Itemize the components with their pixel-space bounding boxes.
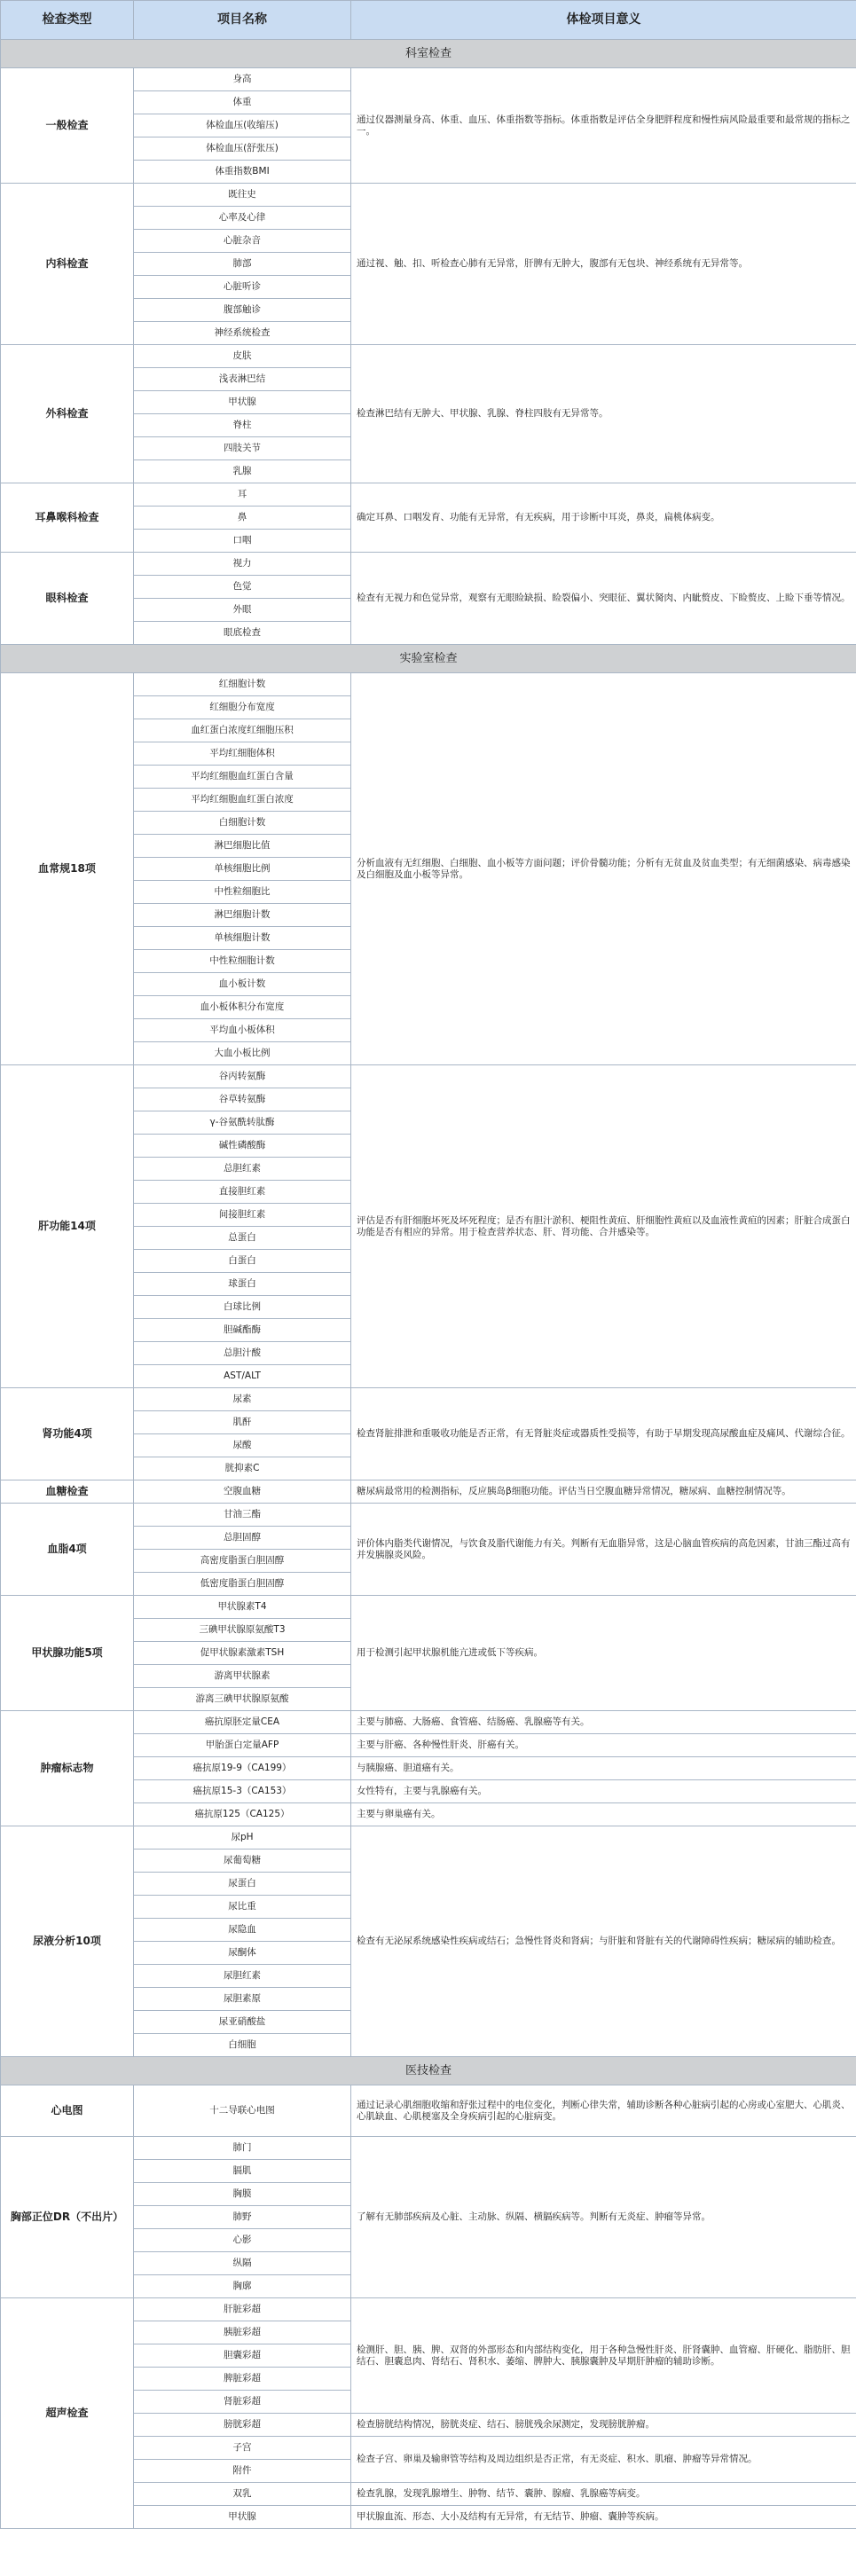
exam-significance: 通过记录心肌细胞收缩和舒张过程中的电位变化，判断心律失常，辅助诊断各种心脏病引起的心房或心室肥大、心肌炎、心肌缺血、心肌梗塞及全身疾病引起的心脏病变。 [351,2085,856,2137]
exam-significance: 检查乳腺，发现乳腺增生、肿物、结节、囊肿、腺瘤、乳腺癌等病变。 [351,2483,856,2506]
exam-item: 四肢关节 [134,437,351,460]
exam-item: 肝脏彩超 [134,2298,351,2321]
exam-item: 白蛋白 [134,1250,351,1273]
table-row [1,2085,856,2137]
exam-item: 胸廓 [134,2275,351,2298]
exam-significance: 分析血液有无红细胞、白细胞、血小板等方面问题；评价骨髓功能；分析有无贫血及贫血类型；有无细菌感染、病毒感染及白细胞及血小板等异常。 [351,673,856,1065]
exam-significance: 评价体内脂类代谢情况，与饮食及脂代谢能力有关。判断有无血脂异常，这是心脑血管疾病的高危因素，甘油三酯过高有并发胰腺炎风险。 [351,1504,856,1596]
exam-category: 胸部正位DR（不出片） [1,2137,134,2298]
table-row [1,1480,856,1504]
table-row [1,2298,856,2321]
exam-category: 血常规18项 [1,673,134,1065]
exam-item: 平均血小板体积 [134,1019,351,1042]
exam-item: 腹部触诊 [134,299,351,322]
exam-item: 尿隐血 [134,1919,351,1942]
table-header-row [1,1,856,40]
header-significance: 体检项目意义 [351,1,856,40]
table-row [1,2137,856,2160]
exam-item: 游离甲状腺素 [134,1665,351,1688]
exam-significance: 甲状腺血流、形态、大小及结构有无异常，有无结节、肿瘤、囊肿等疾病。 [351,2506,856,2529]
exam-item: 脾脏彩超 [134,2368,351,2391]
table-body [1,40,856,2529]
section-title: 科室检查 [1,40,856,68]
exam-item: 肺门 [134,2137,351,2160]
exam-category: 内科检查 [1,184,134,345]
section-title: 医技检查 [1,2057,856,2085]
exam-item: 肌酐 [134,1411,351,1434]
exam-item: 胰脏彩超 [134,2321,351,2344]
exam-item: 甲状腺 [134,2506,351,2529]
exam-significance: 通过仪器测量身高、体重、血压、体重指数等指标。体重指数是评估全身肥胖程度和慢性病风险最重要和最常规的指标之一。 [351,68,856,184]
exam-category: 心电图 [1,2085,134,2137]
table-row [1,673,856,696]
exam-item: 十二导联心电图 [134,2085,351,2137]
exam-item: 外眼 [134,599,351,622]
exam-significance: 评估是否有肝细胞坏死及坏死程度；是否有胆汁淤积、梗阻性黄疸、肝细胞性黄疸以及血液性黄疸的因素；肝脏合成蛋白功能是否有相应的异常。用于检查营养状态、肝、肾功能、合并感染等。 [351,1065,856,1388]
exam-significance: 确定耳鼻、口咽发育、功能有无异常，有无疾病，用于诊断中耳炎，鼻炎，扁桃体病变。 [351,483,856,553]
exam-item: 中性粒细胞计数 [134,950,351,973]
table-row [1,1388,856,1411]
exam-significance: 女性特有，主要与乳腺癌有关。 [351,1780,856,1803]
exam-item: 神经系统检查 [134,322,351,345]
exam-item: 空腹血糖 [134,1480,351,1504]
exam-item: 甲状腺 [134,391,351,414]
exam-item: 肺野 [134,2206,351,2229]
exam-significance: 通过视、触、扣、听检查心肺有无异常，肝脾有无肿大，腹部有无包块、神经系统有无异常等。 [351,184,856,345]
exam-category: 一般检查 [1,68,134,184]
exam-item: 胸膜 [134,2183,351,2206]
exam-item: 淋巴细胞比值 [134,835,351,858]
table-row [1,483,856,507]
exam-significance: 了解有无肺部疾病及心脏、主动脉、纵隔、横膈疾病等。判断有无炎症、肿瘤等异常。 [351,2137,856,2298]
header-item-name: 项目名称 [134,1,351,40]
exam-item: 尿蛋白 [134,1873,351,1896]
exam-item: 双乳 [134,2483,351,2506]
table-row [1,68,856,91]
table-row [1,184,856,207]
exam-item: 总胆汁酸 [134,1342,351,1365]
exam-item: 血小板体积分布宽度 [134,996,351,1019]
exam-item: 癌抗原19-9（CA199） [134,1757,351,1780]
exam-significance: 检查有无泌尿系统感染性疾病或结石；急慢性肾炎和肾病；与肝脏和肾脏有关的代谢障碍性疾病；糖尿病的辅助检查。 [351,1826,856,2057]
exam-significance: 主要与卵巢癌有关。 [351,1803,856,1826]
exam-item: 尿比重 [134,1896,351,1919]
exam-significance: 检查淋巴结有无肿大、甲状腺、乳腺、脊柱四肢有无异常等。 [351,345,856,483]
exam-significance: 主要与肺癌、大肠癌、食管癌、结肠癌、乳腺癌等有关。 [351,1711,856,1734]
exam-item: 总蛋白 [134,1227,351,1250]
exam-item: 身高 [134,68,351,91]
exam-item: 胱抑素C [134,1457,351,1480]
exam-significance: 检查肾脏排泄和重吸收功能是否正常，有无肾脏炎症或器质性受损等，有助于早期发现高尿酸血症及痛风、代谢综合征。 [351,1388,856,1480]
exam-item: 尿胆红素 [134,1965,351,1988]
exam-item: 直接胆红素 [134,1181,351,1204]
table-row [1,553,856,576]
exam-item: 血小板计数 [134,973,351,996]
exam-item: 游离三碘甲状腺原氨酸 [134,1688,351,1711]
exam-item: 癌抗原15-3（CA153） [134,1780,351,1803]
exam-item: 白球比例 [134,1296,351,1319]
exam-item: 心脏听诊 [134,276,351,299]
exam-item: γ-谷氨酰转肽酶 [134,1111,351,1135]
exam-item: 单核细胞比例 [134,858,351,881]
exam-category: 耳鼻喉科检查 [1,483,134,553]
exam-significance: 检查膀胱结构情况，膀胱炎症、结石、膀胱残余尿测定，发现膀胱肿瘤。 [351,2414,856,2437]
exam-item: 肾脏彩超 [134,2391,351,2414]
exam-item: 尿葡萄糖 [134,1850,351,1873]
exam-significance: 主要与肝癌、各种慢性肝炎、肝癌有关。 [351,1734,856,1757]
exam-category: 肝功能14项 [1,1065,134,1388]
exam-item: 甲胎蛋白定量AFP [134,1734,351,1757]
exam-item: 谷草转氨酶 [134,1088,351,1111]
exam-item: 口咽 [134,530,351,553]
exam-item: 视力 [134,553,351,576]
section-header-row [1,40,856,68]
exam-item: 尿酸 [134,1434,351,1457]
exam-item: 高密度脂蛋白胆固醇 [134,1550,351,1573]
exam-item: 尿素 [134,1388,351,1411]
exam-item: 纵隔 [134,2252,351,2275]
exam-item: 心率及心律 [134,207,351,230]
exam-item: 总胆固醇 [134,1527,351,1550]
exam-item: 体重指数BMI [134,161,351,184]
exam-item: 皮肤 [134,345,351,368]
exam-item: 眼底检查 [134,622,351,645]
exam-item: 脊柱 [134,414,351,437]
exam-item: 癌抗原胚定量CEA [134,1711,351,1734]
table-row [1,1504,856,1527]
exam-item: 癌抗原125（CA125） [134,1803,351,1826]
exam-category: 超声检查 [1,2298,134,2529]
exam-item: 单核细胞计数 [134,927,351,950]
exam-item: 体检血压(舒张压) [134,137,351,161]
exam-item: 大血小板比例 [134,1042,351,1065]
exam-significance: 检查有无视力和色觉异常，观察有无眼睑缺损、睑裂偏小、突眼征、翼状胬肉、内眦赘皮、下睑赘皮、上睑下垂等情况。 [351,553,856,645]
section-header-row [1,2057,856,2085]
exam-item: 平均红细胞血红蛋白含量 [134,766,351,789]
exam-item: 平均红细胞体积 [134,742,351,766]
exam-item: 附件 [134,2460,351,2483]
exam-item: 肺部 [134,253,351,276]
exam-category: 肾功能4项 [1,1388,134,1480]
exam-significance: 检测肝、胆、胰、脾、双肾的外部形态和内部结构变化，用于各种急慢性肝炎、肝肾囊肿、血管瘤、肝硬化、脂肪肝、胆结石、胆囊息肉、肾结石、肾积水、萎缩、脾肿大、胰腺囊肿及早期肝肿瘤的辅助诊断。 [351,2298,856,2414]
table-row [1,345,856,368]
exam-item: 尿酮体 [134,1942,351,1965]
exam-item: 浅表淋巴结 [134,368,351,391]
exam-item: 总胆红素 [134,1158,351,1181]
exam-item: 促甲状腺素激素TSH [134,1642,351,1665]
exam-item: 尿pH [134,1826,351,1850]
table-row [1,1826,856,1850]
exam-significance: 用于检测引起甲状腺机能亢进或低下等疾病。 [351,1596,856,1711]
exam-item: 甲状腺素T4 [134,1596,351,1619]
exam-item: 耳 [134,483,351,507]
exam-item: 尿胆素原 [134,1988,351,2011]
exam-item: 体检血压(收缩压) [134,114,351,137]
exam-item: 既往史 [134,184,351,207]
exam-item: 色觉 [134,576,351,599]
exam-item: 鼻 [134,507,351,530]
exam-item: 低密度脂蛋白胆固醇 [134,1573,351,1596]
exam-category: 外科检查 [1,345,134,483]
exam-item: 甘油三酯 [134,1504,351,1527]
exam-category: 甲状腺功能5项 [1,1596,134,1711]
exam-item: 心脏杂音 [134,230,351,253]
exam-item: 胆碱酯酶 [134,1319,351,1342]
table-row [1,1065,856,1088]
exam-item: AST/ALT [134,1365,351,1388]
exam-category: 肿瘤标志物 [1,1711,134,1826]
exam-item: 平均红细胞血红蛋白浓度 [134,789,351,812]
exam-item: 膀胱彩超 [134,2414,351,2437]
exam-item: 尿亚硝酸盐 [134,2011,351,2034]
exam-item: 子宫 [134,2437,351,2460]
section-header-row [1,645,856,673]
exam-item: 淋巴细胞计数 [134,904,351,927]
exam-item: 红细胞分布宽度 [134,696,351,719]
exam-category: 血糖检查 [1,1480,134,1504]
exam-item: 体重 [134,91,351,114]
exam-significance: 与胰腺癌、胆道癌有关。 [351,1757,856,1780]
exam-item: 心影 [134,2229,351,2252]
section-title: 实验室检查 [1,645,856,673]
table-row [1,1596,856,1619]
header-category: 检查类型 [1,1,134,40]
exam-item: 红细胞计数 [134,673,351,696]
exam-item: 膈肌 [134,2160,351,2183]
exam-item: 乳腺 [134,460,351,483]
exam-item: 碱性磷酸酶 [134,1135,351,1158]
exam-item: 胆囊彩超 [134,2344,351,2368]
exam-significance: 检查子宫、卵巢及输卵管等结构及周边组织是否正常，有无炎症、积水、肌瘤、肿瘤等异常情况。 [351,2437,856,2483]
exam-category: 尿液分析10项 [1,1826,134,2057]
exam-item: 三碘甲状腺原氨酸T3 [134,1619,351,1642]
exam-item: 球蛋白 [134,1273,351,1296]
exam-significance: 糖尿病最常用的检测指标，反应胰岛β细胞功能。评估当日空腹血糖异常情况，糖尿病、血糖控制情况等。 [351,1480,856,1504]
exam-category: 眼科检查 [1,553,134,645]
exam-item: 中性粒细胞比 [134,881,351,904]
exam-item: 血红蛋白浓度红细胞压积 [134,719,351,742]
exam-item: 白细胞计数 [134,812,351,835]
exam-category: 血脂4项 [1,1504,134,1596]
exam-item: 谷丙转氨酶 [134,1065,351,1088]
exam-item: 间接胆红素 [134,1204,351,1227]
exam-item: 白细胞 [134,2034,351,2057]
table-row [1,1711,856,1734]
